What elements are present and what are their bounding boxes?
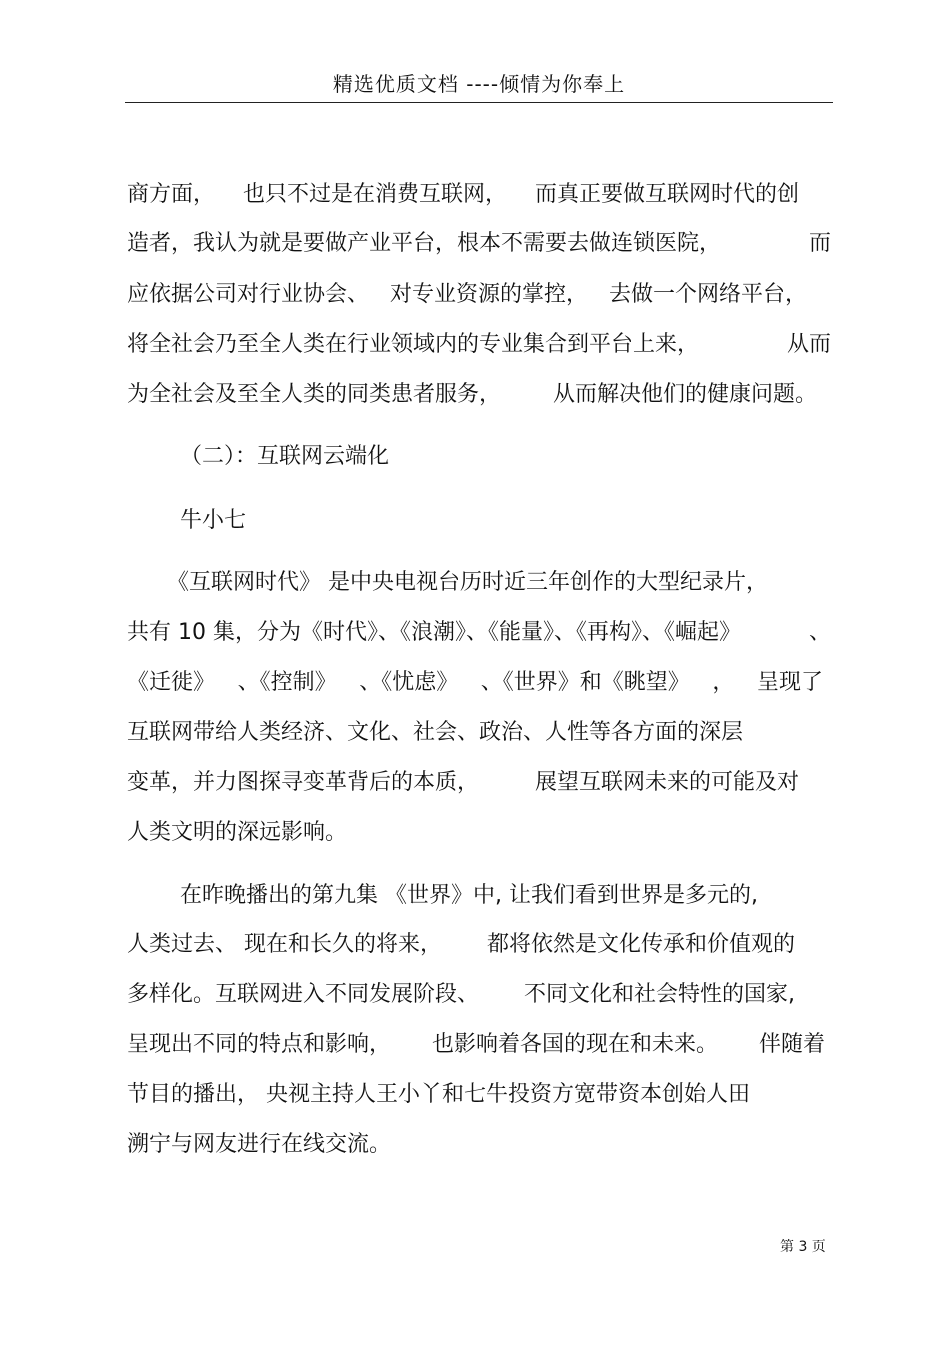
text-line: 呈现出不同的特点和影响， 也影响着各国的现在和未来。 伴随着 <box>127 1032 825 1057</box>
text-line: 造者，我认为就是要做产业平台，根本不需要去做连锁医院， 而 <box>127 231 831 256</box>
page-header <box>125 70 833 103</box>
text-line: 共有 10 集，分为《时代》、《浪潮》、《能量》、《再构》、《崛起》 、 <box>127 620 831 645</box>
text-line: 《迁徙》 、《控制》 、《忧虑》 、《世界》和《眺望》 ， 呈现了 <box>127 670 823 695</box>
page-number: 第 3 页 <box>780 1239 826 1255</box>
text-line: 节目的播出， 央视主持人王小丫和七牛投资方宽带资本创始人田 <box>127 1082 750 1107</box>
text-line: 人类文明的深远影响。 <box>127 820 348 845</box>
text-line: 多样化。互联网进入不同发展阶段、 不同文化和社会特性的国家, <box>127 982 795 1007</box>
text-line: 人类过去、 现在和长久的将来， 都将依然是文化传承和价值观的 <box>127 932 795 957</box>
text-line: 商方面， 也只不过是在消费互联网， 而真正要做互联网时代的创 <box>127 182 799 207</box>
header-title: 精选优质文档 ----倾情为你奉上 <box>332 72 626 96</box>
text-line: 应依据公司对行业协会、 对专业资源的掌控， 去做一个网络平台， <box>127 282 807 307</box>
author-name: 牛小七 <box>180 508 247 533</box>
text-line: 互联网带给人类经济、文化、社会、政治、人性等各方面的深层 <box>127 720 744 745</box>
text-line: 在昨晚播出的第九集 《世界》中, 让我们看到世界是多元的, <box>180 883 758 908</box>
text-line: 将全社会乃至全人类在行业领域内的专业集合到平台上来， 从而 <box>127 332 831 357</box>
text-line: 《互联网时代》 是中央电视台历时近三年创作的大型纪录片， <box>167 570 768 595</box>
text-line: 溯宁与网友进行在线交流。 <box>127 1132 392 1157</box>
text-line: 变革，并力图探寻变革背后的本质， 展望互联网未来的可能及对 <box>127 770 799 795</box>
text-line: 为全社会及至全人类的同类患者服务， 从而解决他们的健康问题。 <box>127 382 817 407</box>
section-heading: （二）：互联网云端化 <box>180 444 390 469</box>
